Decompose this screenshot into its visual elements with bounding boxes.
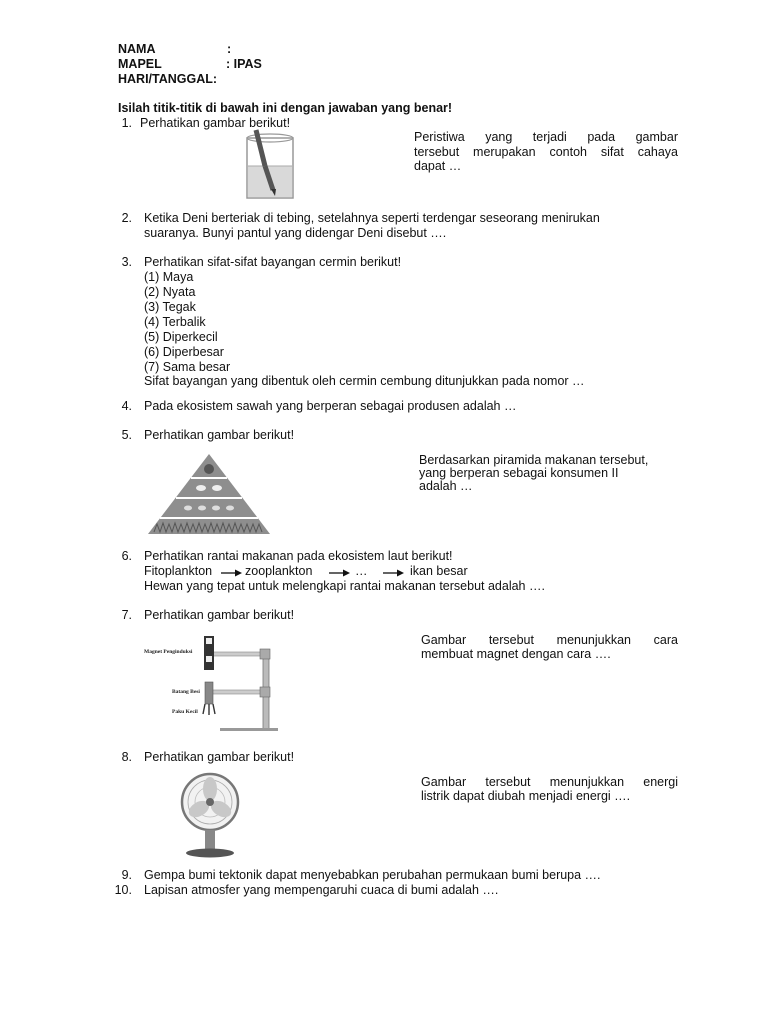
q8-number: 8. <box>121 750 132 764</box>
q8-side-line-2: listrik dapat diubah menjadi energi …. <box>421 789 631 803</box>
magnet-stand-figure <box>142 632 282 732</box>
q4-text: Pada ekosistem sawah yang berperan sebagai produsen adalah … <box>144 399 517 413</box>
q2-line-1: Ketika Deni berteriak di tebing, setelahnya seperti terdengar seseorang menirukan <box>144 211 600 225</box>
q10-text: Lapisan atmosfer yang mempengaruhi cuaca di bumi adalah …. <box>144 883 499 897</box>
figure-label-magnet: Magnet Penginduksi <box>144 649 193 655</box>
q6-text: Perhatikan rantai makanan pada ekosistem laut berikut! <box>144 549 453 563</box>
hari-tanggal-label: HARI/TANGGAL: <box>118 72 218 86</box>
q3-option: (3) Tegak <box>144 300 196 314</box>
q3-text: Perhatikan sifat-sifat bayangan cermin berikut! <box>144 255 402 269</box>
q2-number: 2. <box>121 211 132 225</box>
q1-text: Perhatikan gambar berikut! <box>140 116 291 130</box>
q2-line-2: suaranya. Bunyi pantul yang didengar Deni disebut …. <box>144 226 447 240</box>
q1-number: 1. <box>121 116 132 130</box>
q6-chain-item: Fitoplankton <box>144 564 213 578</box>
q1-side-line-3: dapat … <box>414 159 462 173</box>
figure-label-iron-bar: Batang Besi <box>172 689 200 695</box>
q3-option: (7) Sama besar <box>144 360 231 374</box>
q8-side-line-1: Gambar tersebut menunjukkan energi <box>421 775 678 789</box>
nama-label: NAMA <box>118 42 156 56</box>
q5-side-line-2: yang berperan sebagai konsumen II <box>419 466 619 480</box>
q3-closing: Sifat bayangan yang dibentuk oleh cermin cembung ditunjukkan pada nomor … <box>144 374 585 388</box>
food-pyramid-figure <box>146 452 272 536</box>
q3-option: (6) Diperbesar <box>144 345 224 359</box>
mapel-value: : IPAS <box>226 57 262 71</box>
q3-option: (5) Diperkecil <box>144 330 218 344</box>
q7-text: Perhatikan gambar berikut! <box>144 608 295 622</box>
q9-number: 9. <box>121 868 132 882</box>
q7-number: 7. <box>121 608 132 622</box>
q1-side-line-1: Peristiwa yang terjadi pada gambar <box>414 130 678 144</box>
q5-number: 5. <box>121 428 132 442</box>
q6-chain-item: ikan besar <box>410 564 468 578</box>
q1-side-line-2: tersebut merupakan contoh sifat cahaya <box>414 144 678 159</box>
instruction: Isilah titik-titik di bawah ini dengan jawaban yang benar! <box>118 101 453 115</box>
q3-option: (2) Nyata <box>144 285 196 299</box>
q5-side-line-1: Berdasarkan piramida makanan tersebut, <box>419 453 649 467</box>
q5-text: Perhatikan gambar berikut! <box>144 428 295 442</box>
figure-label-nails: Paku Kecil <box>172 709 198 715</box>
q6-closing: Hewan yang tepat untuk melengkapi rantai makanan tersebut adalah …. <box>144 579 545 593</box>
q3-number: 3. <box>121 255 132 269</box>
q3-option: (4) Terbalik <box>144 315 206 329</box>
q4-number: 4. <box>121 399 132 413</box>
q10-number: 10. <box>114 883 132 897</box>
q3-option: (1) Maya <box>144 270 194 284</box>
q6-number: 6. <box>121 549 132 563</box>
arrow-right-icon <box>221 569 243 577</box>
arrow-right-icon <box>383 569 405 577</box>
electric-fan-figure <box>172 772 248 858</box>
glass-pencil-figure <box>246 128 296 200</box>
mapel-label: MAPEL <box>118 57 162 71</box>
q9-text: Gempa bumi tektonik dapat menyebabkan perubahan permukaan bumi berupa …. <box>144 868 601 882</box>
q6-chain-item: zooplankton <box>245 564 313 578</box>
q8-text: Perhatikan gambar berikut! <box>144 750 295 764</box>
q5-side-line-3: adalah … <box>419 479 473 493</box>
q6-chain-item: … <box>355 564 368 578</box>
q7-side-line-1: Gambar tersebut menunjukkan cara <box>421 633 678 647</box>
q7-side-line-2: membuat magnet dengan cara …. <box>421 647 611 661</box>
arrow-right-icon <box>329 569 351 577</box>
nama-colon: : <box>227 42 232 56</box>
